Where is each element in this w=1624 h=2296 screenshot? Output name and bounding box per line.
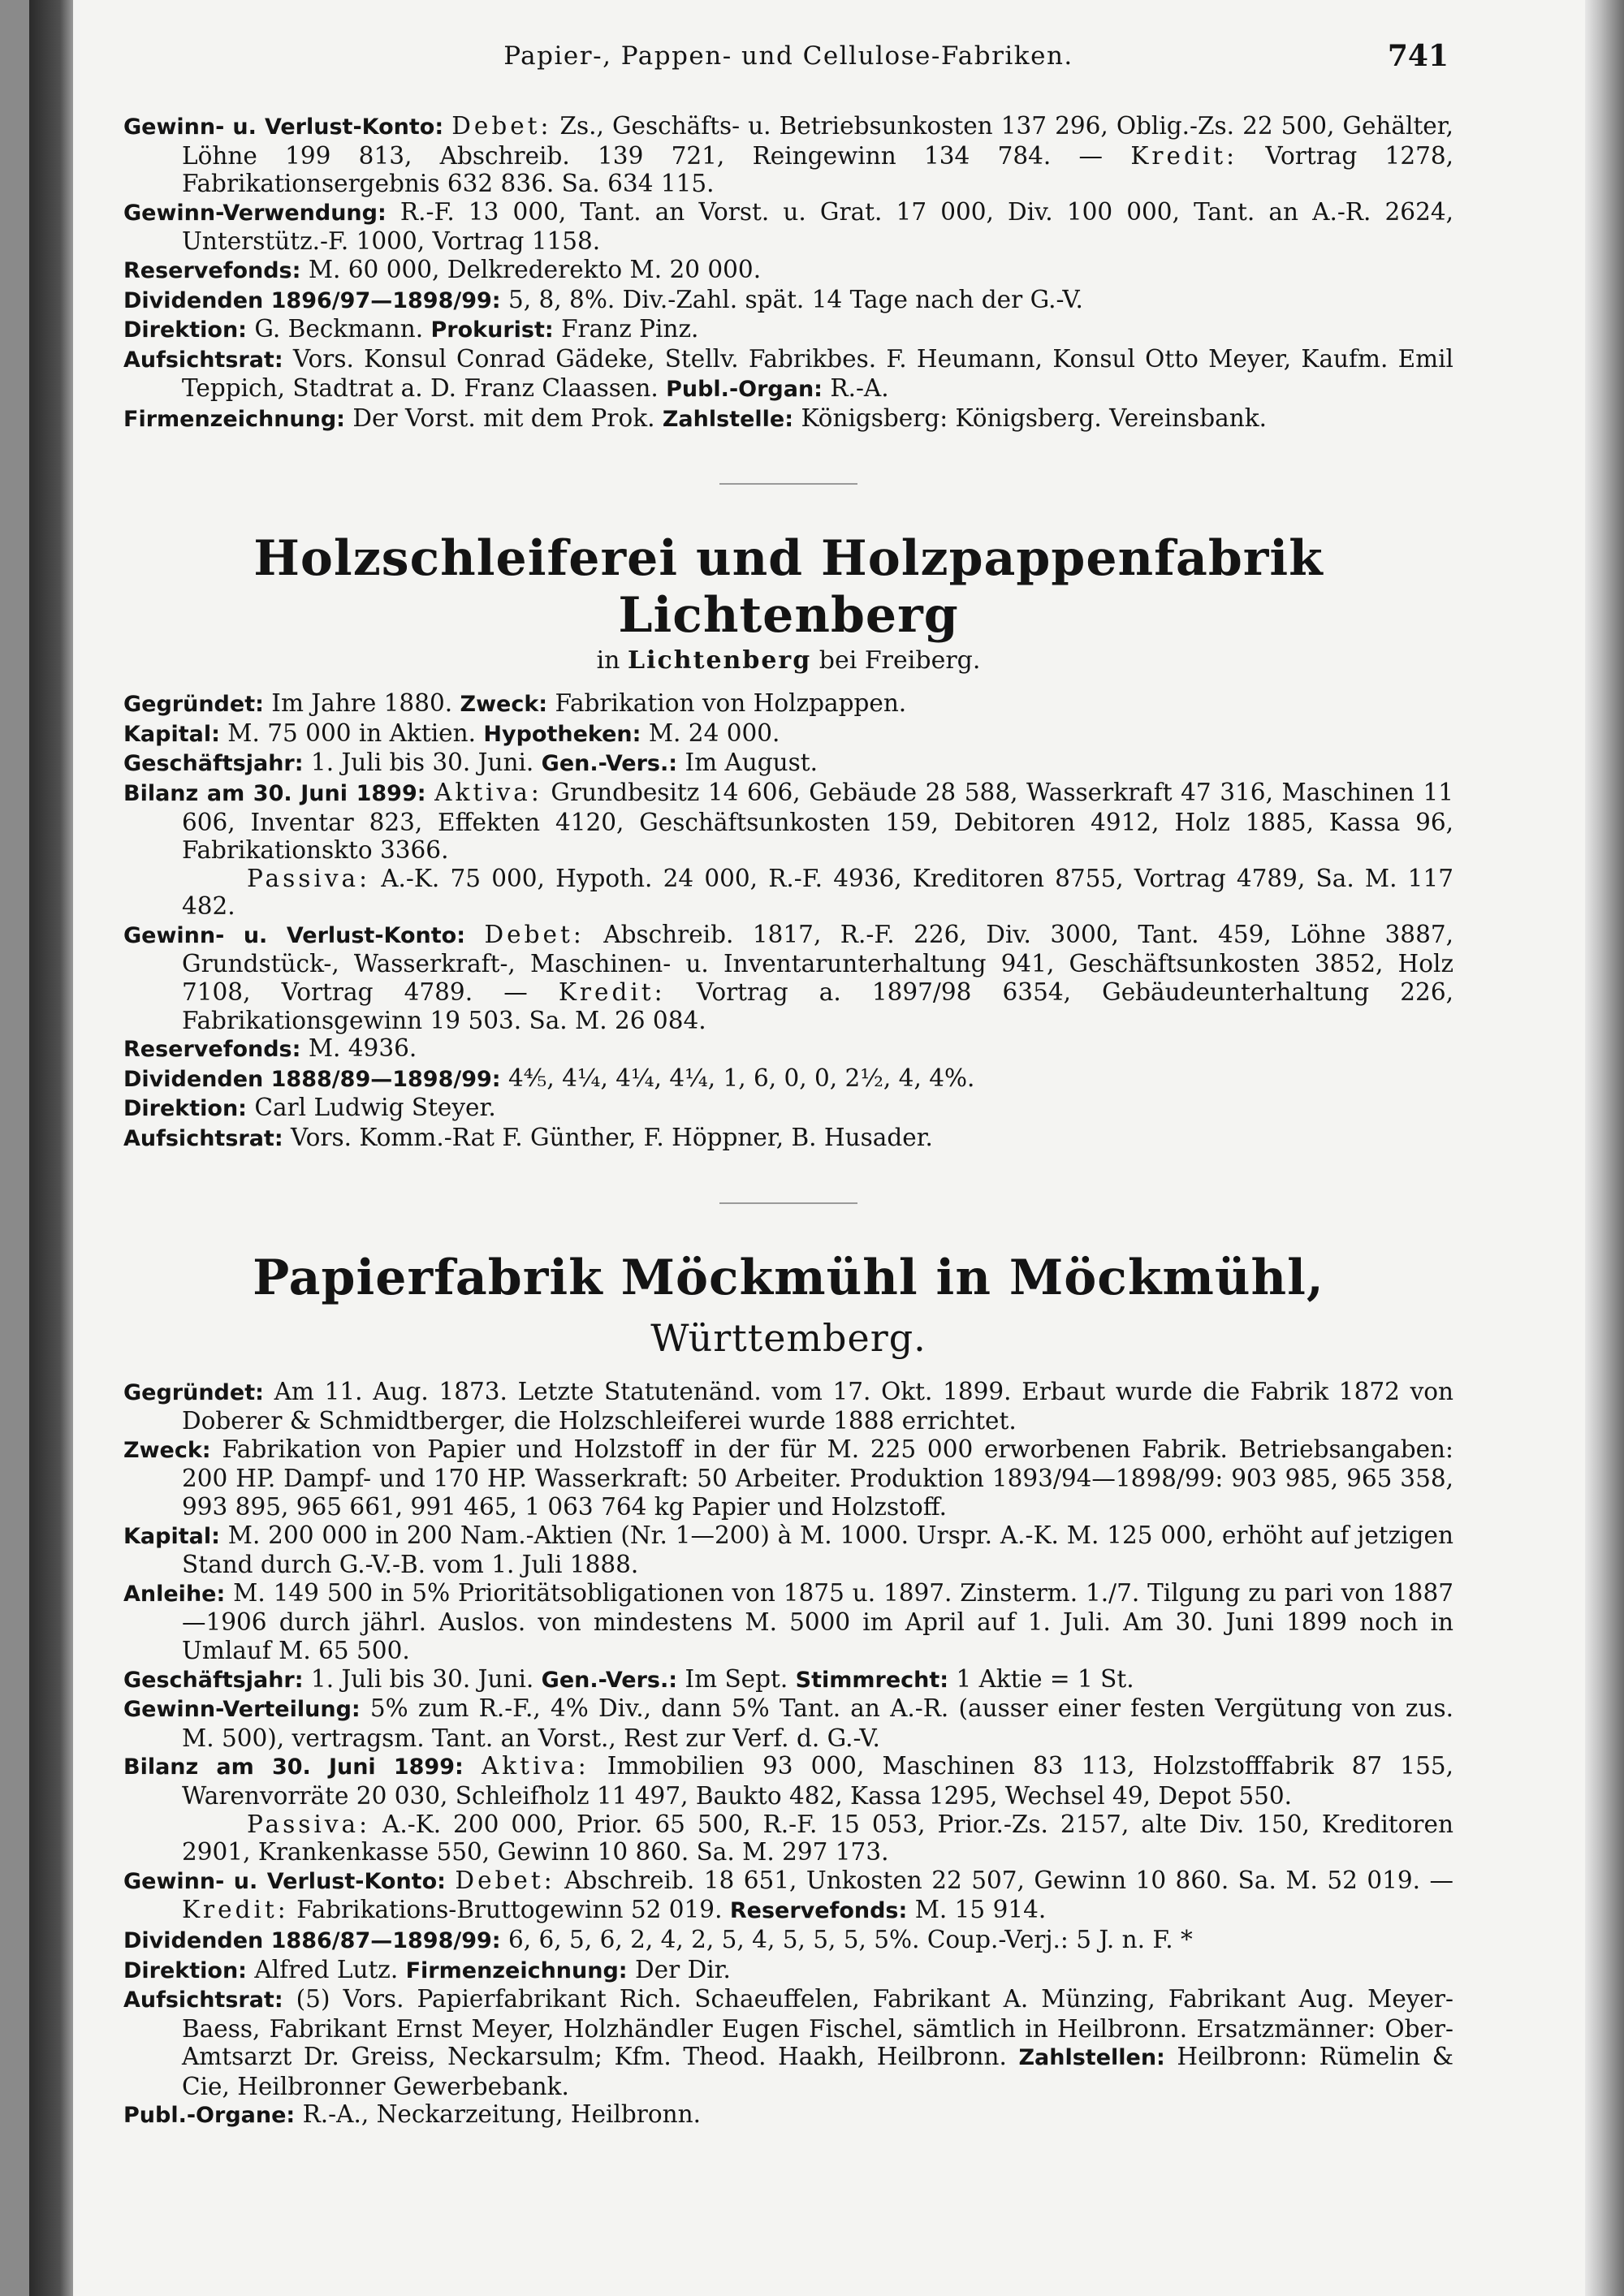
entry-direktion: Direktion: Alfred Lutz. Firmenzeichnung: Der Dir. bbox=[123, 1955, 731, 1983]
entry-bilanz-passiva: Passiva: A.-K. 75 000, Hypoth. 24 000, R.-F. 4936, Kreditoren 8755, Vortrag 4789, Sa. M. 117 482. bbox=[182, 864, 1453, 921]
entry-reservefonds: Reservefonds: M. 4936. bbox=[123, 1034, 417, 1063]
entry-kapital: Kapital: M. 200 000 in 200 Nam.-Aktien (Nr. 1—200) à M. 1000. Urspr. A.-K. M. 125 000, erhöht auf jetzigen Stand durch G.-V.-B. vom 1. Juli 1888. bbox=[123, 1521, 1453, 1579]
entry-reservefonds: Reservefonds: M. 60 000, Delkrederekto M. 20 000. bbox=[123, 255, 762, 283]
entry-geschaeftsjahr: Geschäftsjahr: 1. Juli bis 30. Juni. Gen.-Vers.: Im Sept. Stimmrecht: 1 Aktie = 1 St. bbox=[123, 1664, 1134, 1693]
entry-aufsichtsrat: Aufsichtsrat: Vors. Komm.-Rat F. Günther, F. Höppner, B. Husader. bbox=[123, 1124, 933, 1152]
previous-company-continuation bbox=[123, 112, 1453, 434]
entry-dividenden: Dividenden 1886/87—1898/99: 6, 6, 5, 6, 2, 4, 2, 5, 4, 5, 5, 5, 5%. Coup.-Verj.: 5 J. n. F. * bbox=[123, 1925, 1193, 1953]
company-moeckmuehl bbox=[123, 1249, 1453, 2130]
entry-bilanz: Bilanz am 30. Juni 1899: Aktiva: Grundbesitz 14 606, Gebäude 28 588, Wasserkraft 47 316, Maschinen 11 606, Inventar 823, Effekten 4120, Geschäftsunkosten 159, Debitoren 4912, Holz 1885, Kassa 96, Fabrikationskto 3366. bbox=[123, 778, 1453, 865]
entry-zweck: Zweck: Fabrikation von Papier und Holzstoff in der für M. 225 000 erworbenen Fabrik. Betriebsangaben: 200 HP. Dampf- und 170 HP. Wasserkraft: 50 Arbeiter. Produktion 1893/94—1898/99: 903 985, 965 358, 993 895, 965 661, 991 465, 1 063 764 kg Papier und Holzstoff. bbox=[123, 1435, 1453, 1521]
entry-dividenden: Dividenden 1888/89—1898/99: 4⅘, 4¼, 4¼, 4¼, 1, 6, 0, 0, 2½, 4, 4%. bbox=[123, 1064, 975, 1092]
section-divider bbox=[719, 483, 857, 485]
entry-gewinn-verteilung: Gewinn-Verteilung: 5% zum R.-F., 4% Div., dann 5% Tant. an A.-R. (ausser einer festen Vergütung von zus. M. 500), vertragsm. Tant. an Vorst., Rest zur Verf. d. G.-V. bbox=[123, 1694, 1453, 1752]
company-location: in Lichtenberg bei Freiberg. bbox=[596, 645, 981, 675]
running-head-title: Papier-, Pappen- und Cellulose-Fabriken. bbox=[503, 41, 1073, 71]
entry-gewinn-verwendung: Gewinn-Verwendung: R.-F. 13 000, Tant. an Vorst. u. Grat. 17 000, Div. 100 000, Tant. an A.-R. 2624, Unterstütz.-F. 1000, Vortrag 1158. bbox=[123, 197, 1453, 256]
entry-bilanz: Bilanz am 30. Juni 1899: Aktiva: Immobilien 93 000, Maschinen 83 113, Holzstofffabrik 87 155, Warenvorräte 20 030, Schleifholz 11 497, Baukto 482, Kassa 1295, Wechsel 49, Depot 550. bbox=[123, 1752, 1453, 1810]
page-number: 741 bbox=[1387, 39, 1449, 73]
text-column bbox=[123, 39, 1453, 2130]
entry-bilanz-passiva: Passiva: A.-K. 200 000, Prior. 65 500, R.-F. 15 053, Prior.-Zs. 2157, alte Div. 150, Kreditoren 2901, Krankenkasse 550, Gewinn 10 860. Sa. M. 297 173. bbox=[182, 1810, 1453, 1867]
entry-gewinn-verlust: Gewinn- u. Verlust-Konto: Debet: Abschreib. 1817, R.-F. 226, Div. 3000, Tant. 459, Löhne 3887, Grundstück-, Wasserkraft-, Maschinen- u. Inventarunterhaltung 941, Geschäftsunkosten 3852, Holz 7108, Vortrag 4789. — Kredit: Vortrag a. 1897/98 6354, Gebäudeunterhaltung 226, Fabrikationsgewinn 19 503. Sa. M. 26 084. bbox=[123, 920, 1453, 1034]
running-head bbox=[123, 39, 1453, 84]
entry-gegruendet: Gegründet: Am 11. Aug. 1873. Letzte Statutenänd. vom 17. Okt. 1899. Erbaut wurde die Fabrik 1872 von Doberer & Schmidtberger, die Holzschleiferei wurde 1888 errichtet. bbox=[123, 1377, 1453, 1435]
entry-dividenden: Dividenden 1896/97—1898/99: 5, 8, 8%. Div.-Zahl. spät. 14 Tage nach der G.-V. bbox=[123, 285, 1083, 313]
company-title: Holzschleiferei und Holzpappenfabrik Lichtenberg bbox=[253, 529, 1324, 644]
section-divider bbox=[719, 1202, 857, 1204]
entry-firmenzeichnung: Firmenzeichnung: Der Vorst. mit dem Prok. Zahlstelle: Königsberg: Königsberg. Vereinsbank. bbox=[123, 404, 1268, 432]
entry-gewinn-verlust: Gewinn- u. Verlust-Konto: Debet: Abschreib. 18 651, Unkosten 22 507, Gewinn 10 860. Sa. M. 52 019. — Kredit: Fabrikations-Bruttogewinn 52 019. Reservefonds: M. 15 914. bbox=[123, 1866, 1453, 1924]
entry-gegruendet: Gegründet: Im Jahre 1880. Zweck: Fabrikation von Holzpappen. bbox=[123, 689, 907, 718]
page-right-edge bbox=[1585, 0, 1624, 2296]
company-title: Papierfabrik Möckmühl in Möckmühl, Württemberg. bbox=[253, 1249, 1324, 1360]
company-lichtenberg bbox=[123, 530, 1453, 1154]
entry-aufsichtsrat: Aufsichtsrat: Vors. Konsul Conrad Gädeke, Stellv. Fabrikbes. F. Heumann, Konsul Otto Meyer, Kaufm. Emil Teppich, Stadtrat a. D. Franz Claassen. Publ.-Organ: R.-A. bbox=[123, 344, 1453, 403]
page-gutter-shadow bbox=[29, 0, 73, 2296]
entry-aufsichtsrat: Aufsichtsrat: (5) Vors. Papierfabrikant Rich. Schaeuffelen, Fabrikant A. Münzing, Fabrikant Aug. Meyer-Baess, Fabrikant Ernst Meyer, Holzhändler Eugen Fischel, sämtlich in Heilbronn. Ersatzmänner: Ober-Amtsarzt Dr. Greiss, Neckarsulm; Kfm. Theod. Haakh, Heilbronn. Zahlstellen: Heilbronn: Rümelin & Cie, Heilbronner Gewerbebank. bbox=[123, 1985, 1453, 2100]
entry-direktion: Direktion: Carl Ludwig Steyer. bbox=[123, 1094, 496, 1122]
entry-geschaeftsjahr: Geschäftsjahr: 1. Juli bis 30. Juni. Gen.-Vers.: Im August. bbox=[123, 749, 818, 777]
entry-gewinn-verlust: Gewinn- u. Verlust-Konto: Debet: Zs., Geschäfts- u. Betriebsunkosten 137 296, Oblig.-Zs. 22 500, Gehälter, Löhne 199 813, Abschreib. 139 721, Reingewinn 134 784. — Kredit: Vortrag 1278, Fabrikationsergebnis 632 836. Sa. 634 115. bbox=[123, 112, 1453, 198]
page-binding-edge bbox=[0, 0, 29, 2296]
entry-direktion: Direktion: G. Beckmann. Prokurist: Franz Pinz. bbox=[123, 315, 699, 343]
entry-anleihe: Anleihe: M. 149 500 in 5% Prioritätsobligationen von 1875 u. 1897. Zinsterm. 1./7. Tilgung zu pari von 1887—1906 durch jährl. Auslos. von mindestens M. 5000 im April auf 1. Juli. Am 30. Juni 1899 noch in Umlauf M. 65 500. bbox=[123, 1578, 1453, 1664]
entry-publ-organe: Publ.-Organe: R.-A., Neckarzeitung, Heilbronn. bbox=[123, 2100, 702, 2129]
entry-kapital: Kapital: M. 75 000 in Aktien. Hypotheken: M. 24 000. bbox=[123, 719, 780, 747]
